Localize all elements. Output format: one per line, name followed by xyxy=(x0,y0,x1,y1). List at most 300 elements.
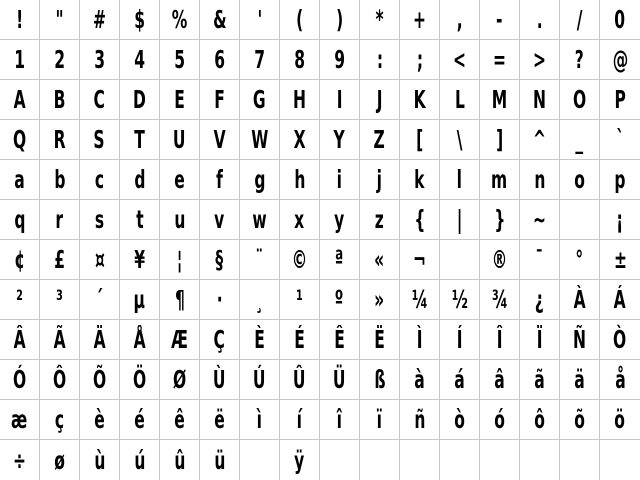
glyph-cell[interactable] xyxy=(480,400,520,440)
glyph-cell[interactable] xyxy=(440,200,480,240)
glyph-cell[interactable] xyxy=(160,40,200,80)
glyph-character: ¸ xyxy=(255,285,264,314)
glyph-character: : xyxy=(376,45,383,74)
glyph-character: i xyxy=(336,165,343,194)
glyph-character: h xyxy=(293,165,306,194)
glyph-cell[interactable] xyxy=(400,120,440,160)
glyph-character: û xyxy=(173,445,186,475)
glyph-cell[interactable] xyxy=(240,240,280,280)
glyph-cell[interactable] xyxy=(600,360,640,400)
glyph-character: ¨ xyxy=(255,245,264,274)
glyph-cell[interactable] xyxy=(440,360,480,400)
glyph-cell[interactable] xyxy=(600,120,640,160)
glyph-cell[interactable] xyxy=(560,280,600,320)
glyph-cell[interactable] xyxy=(600,0,640,40)
glyph-cell[interactable] xyxy=(0,360,40,400)
glyph-character: ù xyxy=(93,445,106,475)
glyph-character: » xyxy=(374,285,385,314)
glyph-cell[interactable] xyxy=(320,160,360,200)
glyph-cell[interactable] xyxy=(80,160,120,200)
glyph-cell[interactable] xyxy=(0,320,40,360)
glyph-cell[interactable] xyxy=(520,80,560,120)
glyph-character: " xyxy=(55,5,64,34)
glyph-cell[interactable] xyxy=(120,80,160,120)
glyph-cell[interactable] xyxy=(320,80,360,120)
glyph-character: ¤ xyxy=(94,245,105,274)
glyph-cell[interactable] xyxy=(120,360,160,400)
glyph-cell[interactable] xyxy=(240,160,280,200)
glyph-cell[interactable] xyxy=(440,280,480,320)
glyph-cell[interactable] xyxy=(200,400,240,440)
glyph-cell[interactable] xyxy=(560,80,600,120)
glyph-character: q xyxy=(13,205,26,234)
glyph-character: ¶ xyxy=(174,285,185,314)
glyph-cell[interactable] xyxy=(200,0,240,40)
glyph-cell[interactable] xyxy=(400,80,440,120)
glyph-cell[interactable] xyxy=(40,120,80,160)
glyph-character: o xyxy=(574,165,585,194)
glyph-cell[interactable] xyxy=(440,320,480,360)
glyph-cell[interactable] xyxy=(280,120,320,160)
glyph-character: 5 xyxy=(174,45,185,74)
glyph-cell[interactable] xyxy=(160,160,200,200)
glyph-character: © xyxy=(291,245,308,274)
glyph-cell[interactable] xyxy=(160,440,200,480)
glyph-cell[interactable] xyxy=(400,320,440,360)
glyph-character: @ xyxy=(612,45,628,74)
glyph-character: È xyxy=(254,325,265,354)
glyph-character: £ xyxy=(54,245,65,274)
glyph-cell[interactable] xyxy=(600,160,640,200)
glyph-character: µ xyxy=(133,285,146,314)
glyph-cell[interactable] xyxy=(520,440,560,480)
glyph-cell[interactable] xyxy=(320,240,360,280)
glyph-character: Ü xyxy=(333,365,346,394)
glyph-cell[interactable] xyxy=(320,120,360,160)
glyph-character: å xyxy=(614,365,626,394)
glyph-cell[interactable] xyxy=(520,200,560,240)
glyph-cell[interactable] xyxy=(160,280,200,320)
glyph-cell[interactable] xyxy=(480,120,520,160)
glyph-cell[interactable] xyxy=(360,200,400,240)
glyph-cell[interactable] xyxy=(440,80,480,120)
glyph-cell[interactable] xyxy=(520,280,560,320)
glyph-cell[interactable] xyxy=(40,320,80,360)
glyph-character: Ò xyxy=(613,325,627,354)
glyph-character: ü xyxy=(213,445,226,475)
glyph-cell[interactable] xyxy=(480,0,520,40)
glyph-character: ´ xyxy=(95,285,104,314)
glyph-cell[interactable] xyxy=(360,320,400,360)
glyph-cell[interactable] xyxy=(280,440,320,480)
glyph-character: 6 xyxy=(214,45,225,74)
glyph-character: á xyxy=(454,365,465,394)
glyph-cell[interactable] xyxy=(80,200,120,240)
glyph-cell[interactable] xyxy=(480,320,520,360)
glyph-cell[interactable] xyxy=(360,0,400,40)
glyph-character: J xyxy=(376,85,383,114)
glyph-character: Ø xyxy=(172,365,187,394)
glyph-cell[interactable] xyxy=(600,280,640,320)
glyph-cell[interactable] xyxy=(40,80,80,120)
glyph-cell[interactable] xyxy=(80,40,120,80)
glyph-cell[interactable] xyxy=(120,160,160,200)
glyph-cell[interactable] xyxy=(240,320,280,360)
glyph-character: 8 xyxy=(294,45,305,74)
glyph-character: ] xyxy=(495,125,504,154)
glyph-character: = xyxy=(492,45,506,74)
glyph-cell[interactable] xyxy=(120,240,160,280)
glyph-character: î xyxy=(336,405,343,434)
glyph-character: $ xyxy=(134,5,145,34)
glyph-character: U xyxy=(173,125,186,154)
glyph-cell[interactable] xyxy=(0,200,40,240)
glyph-cell[interactable] xyxy=(0,280,40,320)
glyph-character: . xyxy=(536,5,543,34)
glyph-cell[interactable] xyxy=(400,200,440,240)
glyph-character: Õ xyxy=(92,365,107,394)
glyph-cell[interactable] xyxy=(120,440,160,480)
glyph-character: ^ xyxy=(532,125,546,154)
glyph-cell[interactable] xyxy=(40,160,80,200)
glyph-character: ¼ xyxy=(411,285,428,314)
glyph-character: a xyxy=(14,165,25,194)
glyph-cell[interactable] xyxy=(240,280,280,320)
glyph-cell[interactable] xyxy=(320,280,360,320)
glyph-character: Ú xyxy=(253,365,266,394)
glyph-cell[interactable] xyxy=(400,0,440,40)
glyph-cell[interactable] xyxy=(320,400,360,440)
glyph-character: < xyxy=(452,45,466,74)
glyph-cell[interactable] xyxy=(600,320,640,360)
glyph-character: ÿ xyxy=(294,445,305,475)
glyph-cell[interactable] xyxy=(280,360,320,400)
glyph-cell[interactable] xyxy=(480,440,520,480)
glyph-cell[interactable] xyxy=(480,240,520,280)
glyph-character: « xyxy=(374,245,385,274)
glyph-cell[interactable] xyxy=(520,320,560,360)
glyph-character: · xyxy=(216,285,223,314)
glyph-cell[interactable] xyxy=(120,120,160,160)
glyph-cell[interactable] xyxy=(160,320,200,360)
glyph-character: Y xyxy=(333,125,346,154)
glyph-cell[interactable] xyxy=(240,440,280,480)
glyph-character: f xyxy=(216,165,223,194)
glyph-cell[interactable] xyxy=(160,120,200,160)
glyph-character: ; xyxy=(416,45,423,74)
glyph-cell[interactable] xyxy=(280,320,320,360)
glyph-cell[interactable] xyxy=(280,40,320,80)
glyph-character: F xyxy=(214,85,225,114)
glyph-cell[interactable] xyxy=(360,400,400,440)
glyph-cell[interactable] xyxy=(320,440,360,480)
glyph-cell[interactable] xyxy=(40,240,80,280)
glyph-character: Ù xyxy=(213,365,226,394)
glyph-cell[interactable] xyxy=(480,200,520,240)
glyph-cell[interactable] xyxy=(0,440,40,480)
glyph-cell[interactable] xyxy=(40,200,80,240)
glyph-character: > xyxy=(532,45,546,74)
glyph-cell[interactable] xyxy=(40,360,80,400)
glyph-character: Í xyxy=(456,325,463,354)
glyph-cell[interactable] xyxy=(400,160,440,200)
glyph-cell[interactable] xyxy=(440,0,480,40)
glyph-cell[interactable] xyxy=(200,160,240,200)
glyph-cell[interactable] xyxy=(200,200,240,240)
glyph-character: ¿ xyxy=(534,285,544,314)
glyph-character: I xyxy=(336,85,343,114)
glyph-character: Á xyxy=(613,285,626,314)
glyph-character: É xyxy=(294,325,305,354)
glyph-cell[interactable] xyxy=(280,400,320,440)
glyph-character: ì xyxy=(256,405,263,434)
glyph-cell[interactable] xyxy=(600,400,640,440)
glyph-cell[interactable] xyxy=(200,280,240,320)
glyph-cell[interactable] xyxy=(280,160,320,200)
glyph-character: } xyxy=(493,205,506,234)
glyph-character: Å xyxy=(133,325,146,354)
glyph-cell[interactable] xyxy=(560,320,600,360)
glyph-character: ÷ xyxy=(12,445,26,475)
glyph-cell[interactable] xyxy=(480,40,520,80)
glyph-cell[interactable] xyxy=(440,400,480,440)
glyph-cell[interactable] xyxy=(160,0,200,40)
glyph-cell[interactable] xyxy=(560,160,600,200)
glyph-cell[interactable] xyxy=(80,320,120,360)
glyph-cell[interactable] xyxy=(400,240,440,280)
glyph-cell[interactable] xyxy=(560,400,600,440)
glyph-cell[interactable] xyxy=(0,160,40,200)
glyph-cell[interactable] xyxy=(320,360,360,400)
glyph-cell[interactable] xyxy=(80,0,120,40)
glyph-cell[interactable] xyxy=(600,240,640,280)
glyph-cell[interactable] xyxy=(280,240,320,280)
glyph-character: N xyxy=(533,85,546,114)
glyph-character: Ê xyxy=(334,325,345,354)
glyph-character: ã xyxy=(534,365,545,394)
glyph-character: j xyxy=(376,165,383,194)
glyph-cell[interactable] xyxy=(240,200,280,240)
glyph-cell[interactable] xyxy=(80,120,120,160)
glyph-cell[interactable] xyxy=(440,40,480,80)
glyph-cell[interactable] xyxy=(120,200,160,240)
glyph-cell[interactable] xyxy=(520,120,560,160)
glyph-character: ¹ xyxy=(296,285,303,314)
glyph-cell[interactable] xyxy=(440,440,480,480)
glyph-cell[interactable] xyxy=(560,240,600,280)
glyph-cell[interactable] xyxy=(480,280,520,320)
glyph-cell[interactable] xyxy=(120,280,160,320)
glyph-cell[interactable] xyxy=(600,200,640,240)
glyph-cell[interactable] xyxy=(520,360,560,400)
glyph-cell[interactable] xyxy=(40,280,80,320)
glyph-character: Ô xyxy=(52,365,67,394)
glyph-cell[interactable] xyxy=(80,400,120,440)
glyph-cell[interactable] xyxy=(40,40,80,80)
glyph-cell[interactable] xyxy=(200,120,240,160)
glyph-character: ¬ xyxy=(412,245,426,274)
glyph-cell[interactable] xyxy=(440,120,480,160)
glyph-character: ¦ xyxy=(176,245,183,274)
glyph-cell[interactable] xyxy=(480,160,520,200)
glyph-cell[interactable] xyxy=(320,200,360,240)
glyph-cell[interactable] xyxy=(560,120,600,160)
glyph-character: D xyxy=(133,85,146,114)
glyph-cell[interactable] xyxy=(600,40,640,80)
glyph-cell[interactable] xyxy=(480,80,520,120)
glyph-cell[interactable] xyxy=(120,0,160,40)
glyph-character: y xyxy=(334,205,345,234)
glyph-cell[interactable] xyxy=(80,80,120,120)
glyph-character: ` xyxy=(616,125,624,154)
glyph-character: ô xyxy=(534,405,545,434)
glyph-cell[interactable] xyxy=(480,360,520,400)
glyph-cell[interactable] xyxy=(360,360,400,400)
glyph-cell[interactable] xyxy=(280,280,320,320)
glyph-character: À xyxy=(573,285,586,314)
glyph-character: ú xyxy=(133,445,146,475)
glyph-character: ¾ xyxy=(491,285,508,314)
glyph-character: Ñ xyxy=(573,325,586,354)
glyph-character: t xyxy=(135,205,144,234)
glyph-character: & xyxy=(212,5,227,34)
glyph-cell[interactable] xyxy=(160,80,200,120)
glyph-cell[interactable] xyxy=(80,360,120,400)
glyph-cell[interactable] xyxy=(240,0,280,40)
glyph-cell[interactable] xyxy=(520,0,560,40)
glyph-cell[interactable] xyxy=(120,320,160,360)
glyph-character: Ë xyxy=(374,325,385,354)
glyph-cell[interactable] xyxy=(0,40,40,80)
glyph-cell[interactable] xyxy=(280,200,320,240)
glyph-cell[interactable] xyxy=(560,0,600,40)
glyph-character: ø xyxy=(54,445,65,475)
glyph-cell[interactable] xyxy=(400,40,440,80)
glyph-cell[interactable] xyxy=(560,440,600,480)
glyph-cell[interactable] xyxy=(240,400,280,440)
glyph-character: Â xyxy=(13,325,26,354)
glyph-character: E xyxy=(174,85,185,114)
glyph-character: ¡ xyxy=(616,205,624,234)
glyph-character: l xyxy=(456,165,463,194)
glyph-cell[interactable] xyxy=(160,400,200,440)
glyph-cell[interactable] xyxy=(520,40,560,80)
glyph-cell[interactable] xyxy=(360,160,400,200)
glyph-cell[interactable] xyxy=(600,80,640,120)
glyph-cell[interactable] xyxy=(560,200,600,240)
glyph-character: ( xyxy=(295,5,304,34)
glyph-cell[interactable] xyxy=(600,440,640,480)
glyph-character: A xyxy=(13,85,26,114)
glyph-cell[interactable] xyxy=(320,40,360,80)
glyph-character: G xyxy=(253,85,266,114)
glyph-cell[interactable] xyxy=(400,360,440,400)
glyph-cell[interactable] xyxy=(280,0,320,40)
glyph-cell[interactable] xyxy=(40,400,80,440)
glyph-cell[interactable] xyxy=(280,80,320,120)
glyph-character: w xyxy=(252,205,267,234)
glyph-cell[interactable] xyxy=(160,360,200,400)
glyph-cell[interactable] xyxy=(0,120,40,160)
glyph-cell[interactable] xyxy=(520,160,560,200)
glyph-cell[interactable] xyxy=(240,40,280,80)
glyph-character: è xyxy=(94,405,105,434)
glyph-character: 2 xyxy=(54,45,65,74)
glyph-character: * xyxy=(375,5,384,34)
glyph-character: Ö xyxy=(132,365,147,394)
glyph-cell[interactable] xyxy=(360,120,400,160)
glyph-character: Z xyxy=(373,125,386,154)
glyph-cell[interactable] xyxy=(560,40,600,80)
glyph-cell[interactable] xyxy=(80,280,120,320)
glyph-cell[interactable] xyxy=(520,240,560,280)
glyph-character: V xyxy=(213,125,226,154)
glyph-cell[interactable] xyxy=(240,80,280,120)
glyph-cell[interactable] xyxy=(160,200,200,240)
glyph-character: í xyxy=(296,405,303,434)
glyph-cell[interactable] xyxy=(240,120,280,160)
glyph-cell[interactable] xyxy=(360,80,400,120)
glyph-cell[interactable] xyxy=(0,80,40,120)
glyph-cell[interactable] xyxy=(400,440,440,480)
glyph-cell[interactable] xyxy=(320,0,360,40)
glyph-character: ~ xyxy=(532,205,546,234)
glyph-character: ¢ xyxy=(14,245,25,274)
glyph-cell[interactable] xyxy=(520,400,560,440)
glyph-cell[interactable] xyxy=(80,240,120,280)
glyph-cell[interactable] xyxy=(40,440,80,480)
glyph-cell[interactable] xyxy=(320,320,360,360)
glyph-character: à xyxy=(414,365,425,394)
glyph-character: ª xyxy=(335,245,344,274)
glyph-cell[interactable] xyxy=(120,400,160,440)
glyph-character: ² xyxy=(16,285,23,314)
glyph-cell[interactable] xyxy=(200,240,240,280)
glyph-cell[interactable] xyxy=(200,40,240,80)
glyph-cell[interactable] xyxy=(360,280,400,320)
glyph-character: ° xyxy=(575,245,584,274)
glyph-cell[interactable] xyxy=(440,240,480,280)
glyph-cell[interactable] xyxy=(200,80,240,120)
glyph-cell[interactable] xyxy=(200,360,240,400)
glyph-cell[interactable] xyxy=(160,240,200,280)
glyph-cell[interactable] xyxy=(360,440,400,480)
glyph-cell[interactable] xyxy=(440,160,480,200)
glyph-cell[interactable] xyxy=(0,400,40,440)
glyph-cell[interactable] xyxy=(80,440,120,480)
glyph-cell[interactable] xyxy=(200,320,240,360)
glyph-character: ñ xyxy=(413,405,426,434)
glyph-cell[interactable] xyxy=(0,240,40,280)
glyph-cell[interactable] xyxy=(400,400,440,440)
glyph-character: ! xyxy=(15,5,24,34)
glyph-cell[interactable] xyxy=(0,0,40,40)
glyph-character: W xyxy=(250,125,269,154)
glyph-cell[interactable] xyxy=(40,0,80,40)
glyph-cell[interactable] xyxy=(360,40,400,80)
glyph-cell[interactable] xyxy=(560,360,600,400)
glyph-character: ± xyxy=(613,245,627,274)
glyph-cell[interactable] xyxy=(200,440,240,480)
glyph-cell[interactable] xyxy=(360,240,400,280)
glyph-cell[interactable] xyxy=(400,280,440,320)
glyph-cell[interactable] xyxy=(240,360,280,400)
glyph-character: B xyxy=(53,85,66,114)
glyph-character: â xyxy=(494,365,505,394)
glyph-character: L xyxy=(454,85,465,114)
glyph-cell[interactable] xyxy=(120,40,160,80)
glyph-character: ò xyxy=(454,405,465,434)
